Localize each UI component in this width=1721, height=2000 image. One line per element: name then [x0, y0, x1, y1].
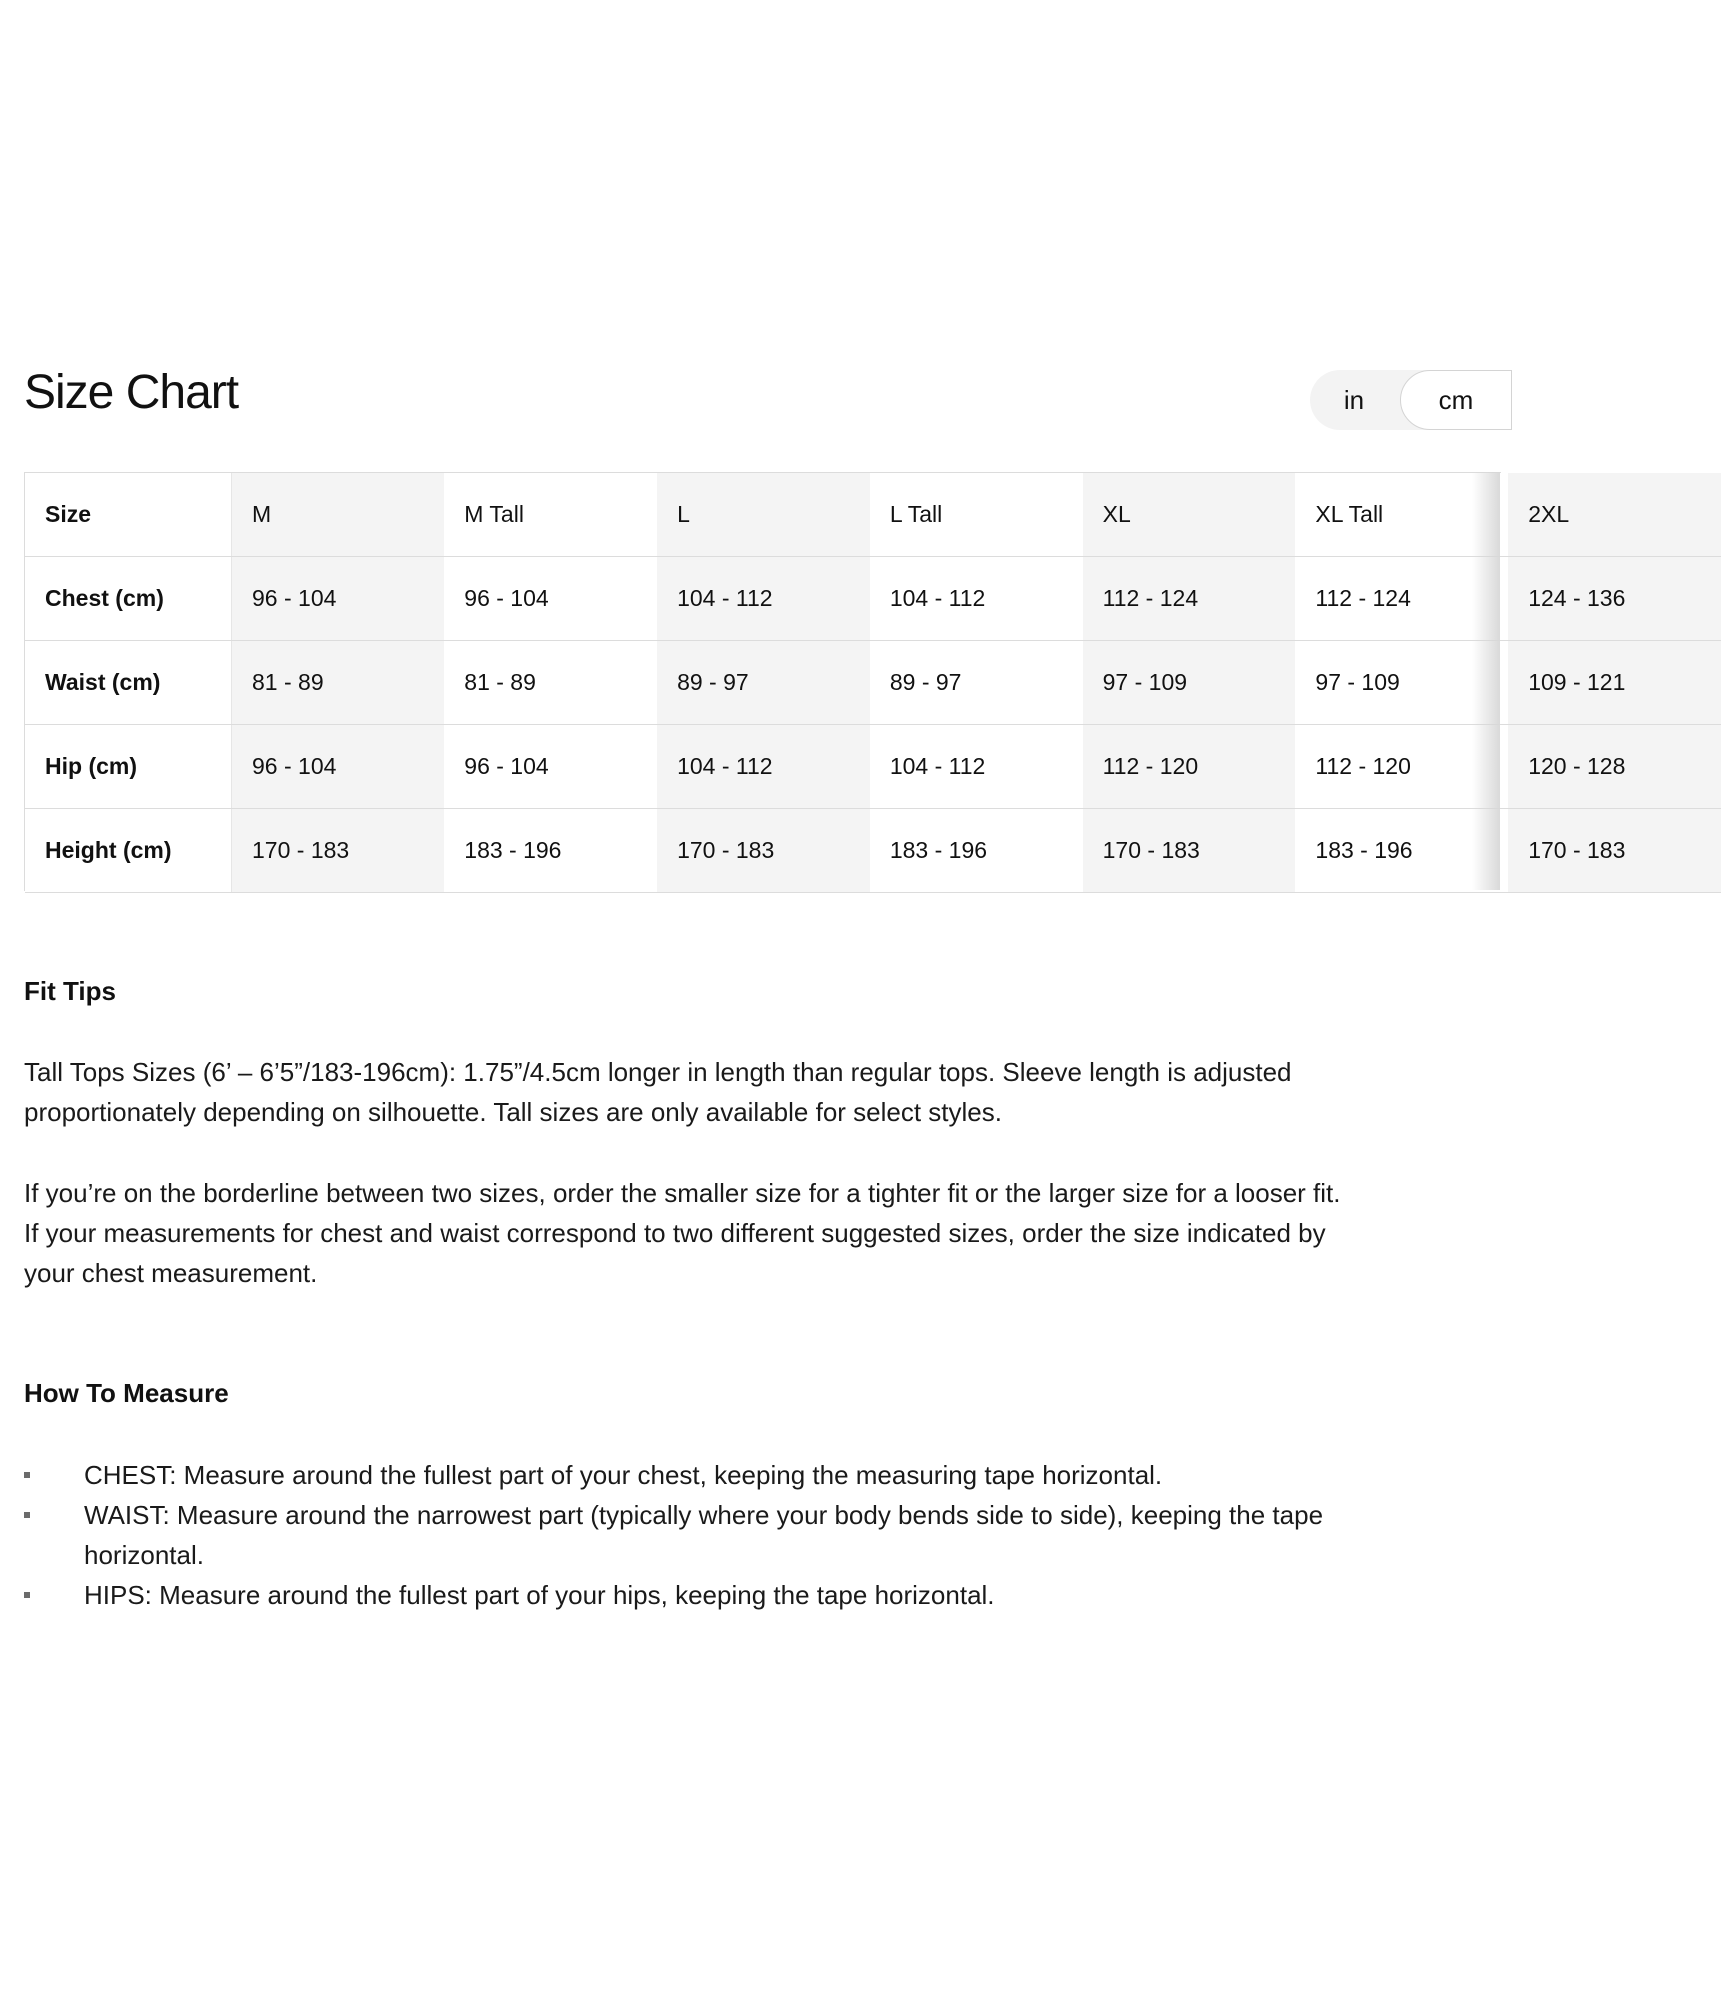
- table-cell: 170 - 183: [1508, 809, 1721, 893]
- list-item: [24, 1575, 1324, 1615]
- table-cell: 112 - 124: [1083, 557, 1296, 641]
- size-column-header: XL Tall: [1295, 473, 1508, 557]
- table-row-hip: [25, 725, 1721, 809]
- table-cell: 97 - 109: [1083, 641, 1296, 725]
- table-cell: 120 - 128: [1508, 725, 1721, 809]
- row-label: Chest (cm): [25, 557, 232, 641]
- table-cell: 104 - 112: [657, 557, 870, 641]
- size-column-header: XL: [1083, 473, 1296, 557]
- square-bullet-icon: [24, 1472, 30, 1478]
- table-cell: 96 - 104: [444, 725, 657, 809]
- table-cell: 89 - 97: [657, 641, 870, 725]
- table-row-chest: [25, 557, 1721, 641]
- row-label: Hip (cm): [25, 725, 232, 809]
- unit-toggle: [1310, 370, 1500, 430]
- table-cell: 104 - 112: [657, 725, 870, 809]
- table-cell: 112 - 124: [1295, 557, 1508, 641]
- page-title: Size Chart: [24, 366, 239, 419]
- measure-instruction: CHEST: Measure around the fullest part of your chest, keeping the measuring tape horizontal.: [84, 1460, 1163, 1490]
- table-row-height: [25, 809, 1721, 893]
- table-cell: 170 - 183: [657, 809, 870, 893]
- list-item: [24, 1455, 1324, 1495]
- size-column-header: L: [657, 473, 870, 557]
- size-column-header: M: [232, 473, 445, 557]
- table-cell: 104 - 112: [870, 725, 1083, 809]
- size-column-header: 2XL: [1508, 473, 1721, 557]
- size-chart-header: [24, 362, 1500, 432]
- table-row-waist: [25, 641, 1721, 725]
- unit-option-cm[interactable]: cm: [1400, 370, 1512, 430]
- row-label: Height (cm): [25, 809, 232, 893]
- table-cell: 109 - 121: [1508, 641, 1721, 725]
- table-scroll-fade: [1472, 472, 1500, 890]
- size-table: [25, 473, 1721, 893]
- table-cell: 96 - 104: [232, 725, 445, 809]
- table-cell: 170 - 183: [232, 809, 445, 893]
- table-cell: 104 - 112: [870, 557, 1083, 641]
- square-bullet-icon: [24, 1512, 30, 1518]
- table-cell: 97 - 109: [1295, 641, 1508, 725]
- table-cell: 170 - 183: [1083, 809, 1296, 893]
- fit-tips-heading: Fit Tips: [24, 976, 116, 1006]
- square-bullet-icon: [24, 1592, 30, 1598]
- unit-option-in[interactable]: in: [1343, 385, 1365, 415]
- table-cell: 81 - 89: [444, 641, 657, 725]
- row-label: Size: [25, 473, 232, 557]
- table-cell: 112 - 120: [1295, 725, 1508, 809]
- table-cell: 124 - 136: [1508, 557, 1721, 641]
- fit-tips-paragraph: Tall Tops Sizes (6’ – 6’5”/183-196cm): 1.75”/4.5cm longer in length than regular tops. Sleeve length is adjusted proportionately depending on silhouette. Tall sizes are only available for select styles.: [24, 1057, 1292, 1127]
- list-item: [24, 1495, 1324, 1575]
- size-table-scroll-container[interactable]: [24, 472, 1626, 891]
- measure-instruction: WAIST: Measure around the narrowest part (typically where your body bends side to side), keeping the tape horizontal.: [84, 1500, 1324, 1570]
- table-cell: 89 - 97: [870, 641, 1083, 725]
- table-cell: 81 - 89: [232, 641, 445, 725]
- row-label: Waist (cm): [25, 641, 232, 725]
- size-column-header: L Tall: [870, 473, 1083, 557]
- table-cell: 183 - 196: [870, 809, 1083, 893]
- table-cell: 183 - 196: [444, 809, 657, 893]
- table-cell: 96 - 104: [232, 557, 445, 641]
- table-row-size: [25, 473, 1721, 557]
- how-to-measure-heading: How To Measure: [24, 1378, 229, 1408]
- table-cell: 96 - 104: [444, 557, 657, 641]
- size-column-header: M Tall: [444, 473, 657, 557]
- fit-tips-paragraph: If you’re on the borderline between two sizes, order the smaller size for a tighter fit or the larger size for a looser fit. If your measurements for chest and waist correspond to two different suggested sizes, order the size indicated by your chest measurement.: [24, 1178, 1341, 1288]
- table-cell: 183 - 196: [1295, 809, 1508, 893]
- how-to-measure-list: [24, 1455, 1324, 1615]
- table-cell: 112 - 120: [1083, 725, 1296, 809]
- measure-instruction: HIPS: Measure around the fullest part of your hips, keeping the tape horizontal.: [84, 1580, 995, 1610]
